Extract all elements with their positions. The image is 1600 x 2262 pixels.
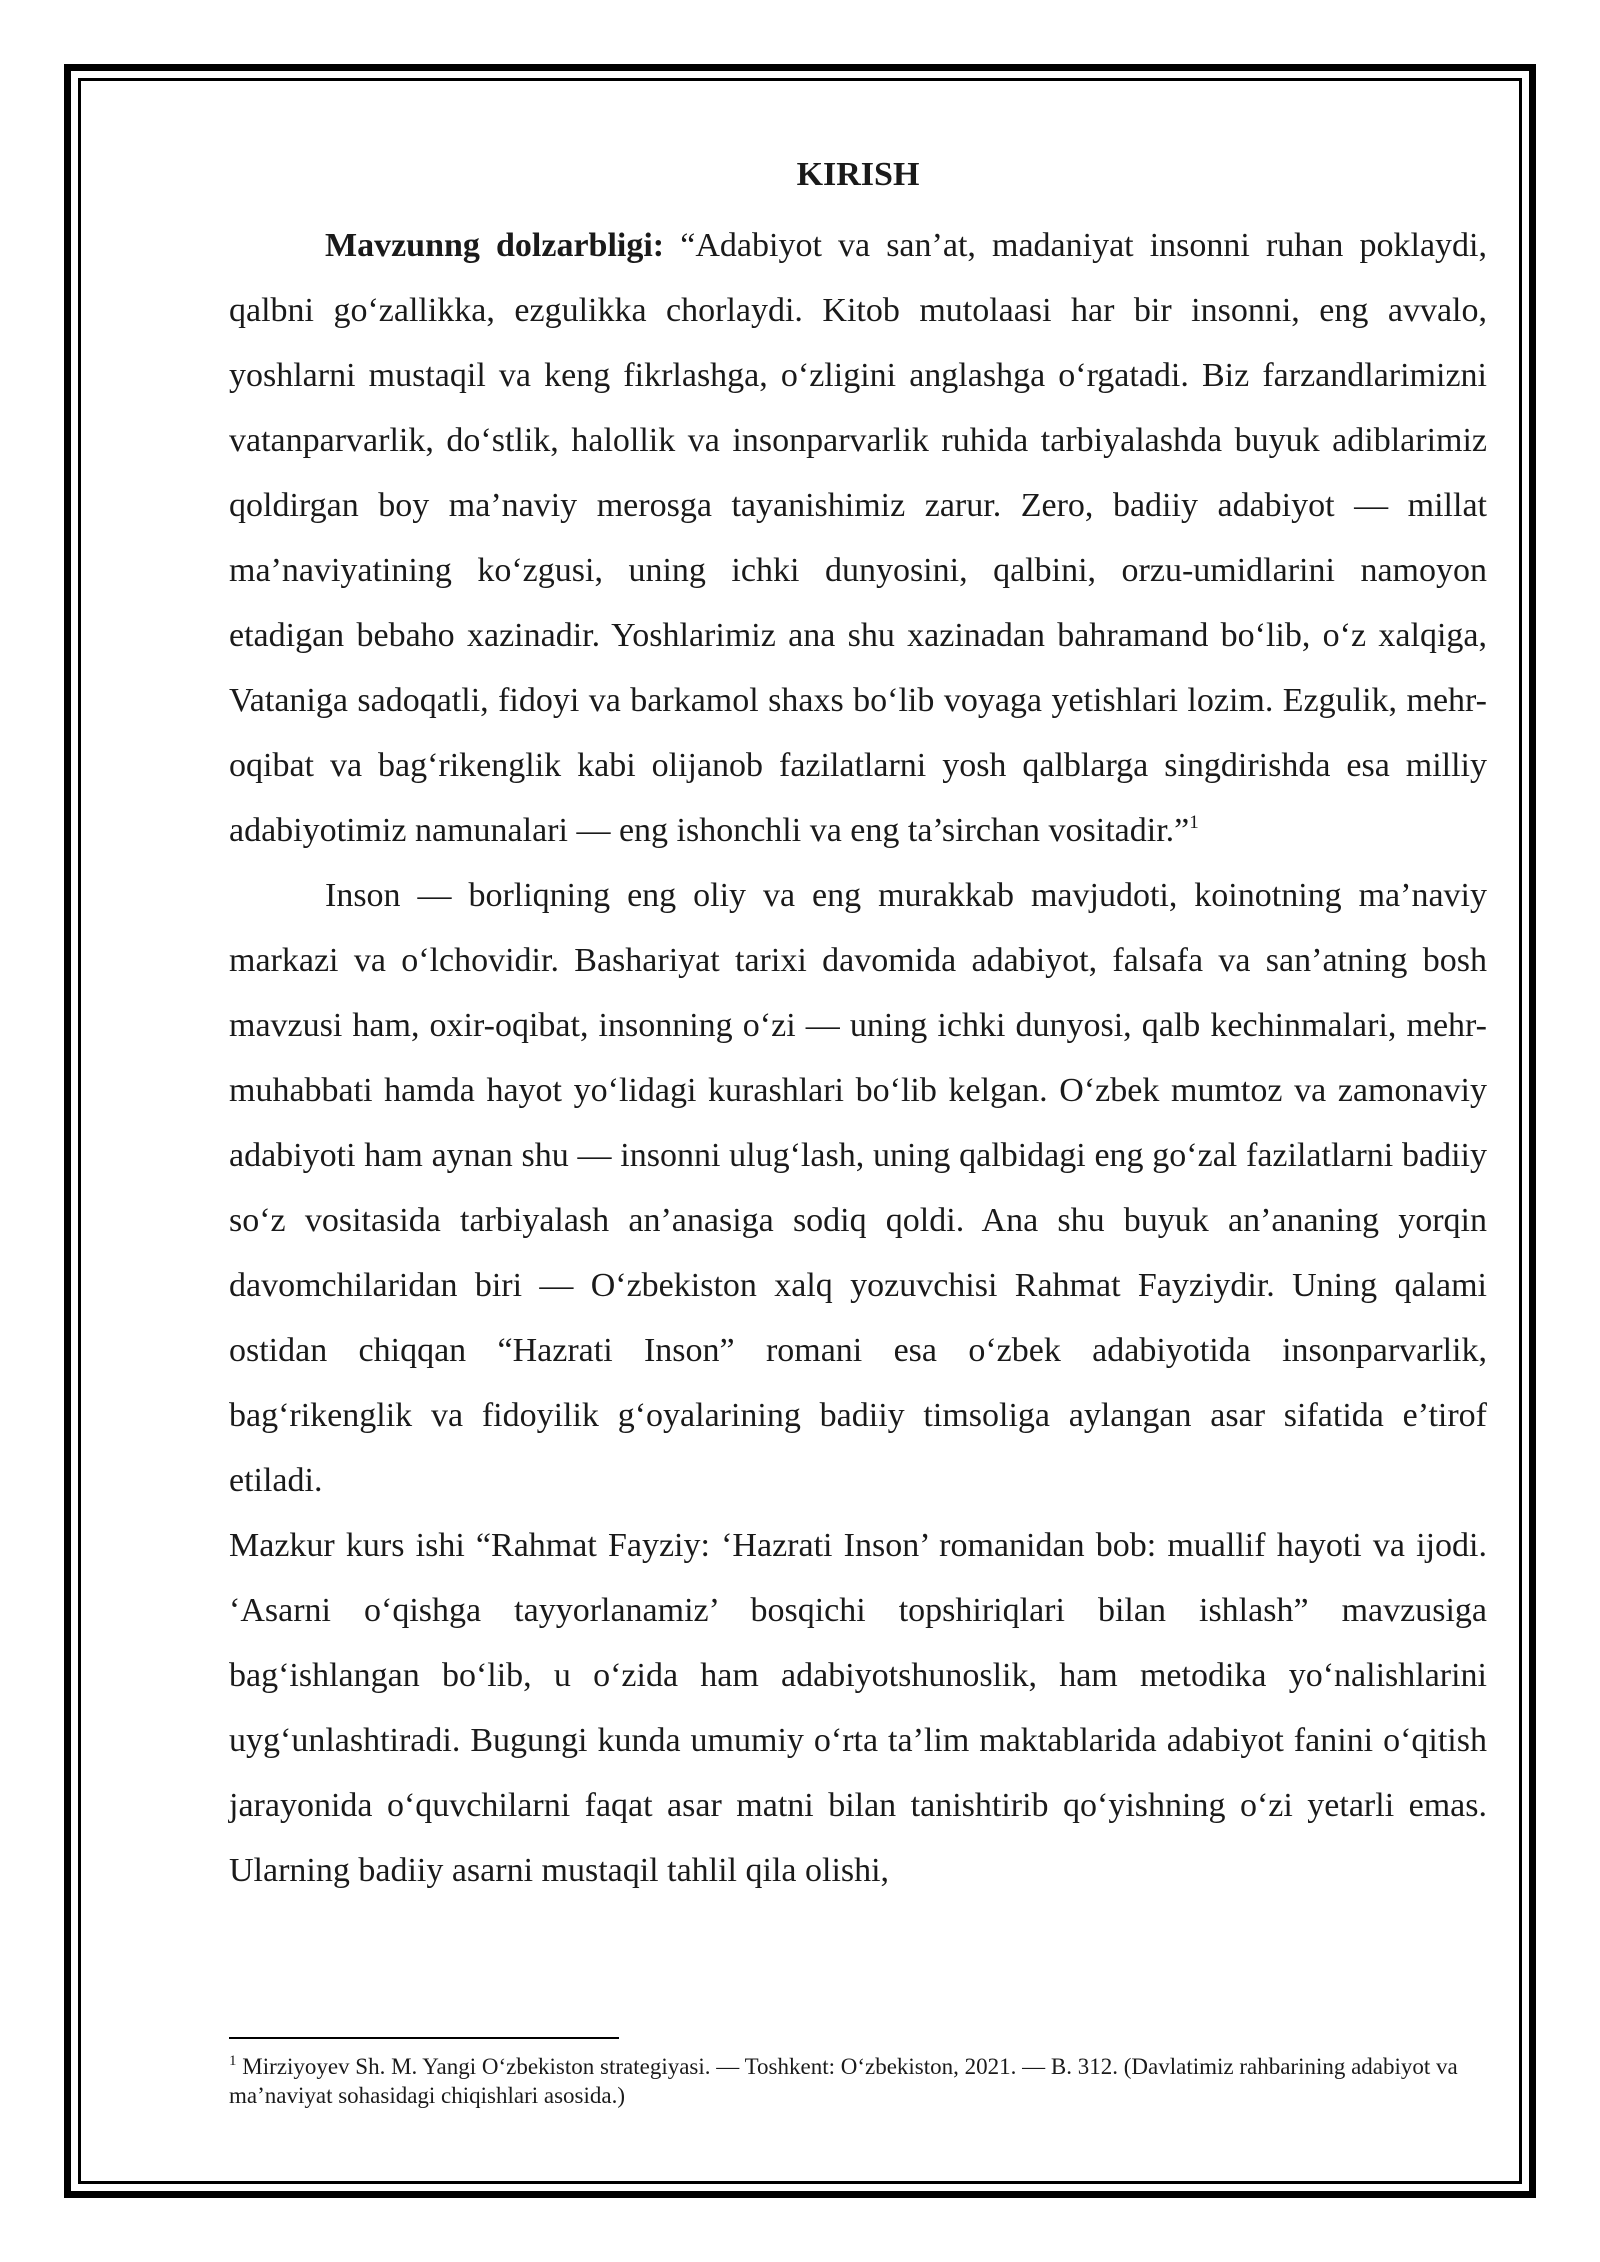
footnote — [229, 2052, 1487, 2110]
document-page — [229, 155, 1487, 1903]
footnote-reference[interactable]: 1 — [1189, 812, 1199, 833]
relevance-lead: Mavzunng dolzarbligi: — [325, 227, 665, 264]
footnote-number: 1 — [229, 2053, 237, 2069]
paragraph-course-work: Mazkur kurs ishi “Rahmat Fayziy: ‘Hazrati Inson’ romanidan bob: muallif hayoti va ijodi. ‘Asarni o‘qishga tayyorlanamiz’ bosqichi topshiriqlari bilan ishlash” mavzusiga bag‘ishlangan bo‘lib, u o‘zida ham adabiyotshunoslik, ham metodika yo‘nalishlarini uyg‘unlashtiradi. Bugungi kunda umumiy o‘rta ta’lim maktablarida adabiyot fanini o‘qitish jarayonida o‘quvchilarni faqat asar matni bilan tanishtirib qo‘yishning o‘zi yetarli emas. Ularning badiiy asarni mustaqil tahlil qila olishi, — [229, 1527, 1487, 1889]
paragraph-inson: Inson — borliqning eng oliy va eng murakkab mavjudoti, koinotning ma’naviy markazi va o‘lchovidir. Bashariyat tarixi davomida adabiyot, falsafa va san’atning bosh mavzusi ham, oxir-oqibat, insonning o‘zi — uning ichki dunyosi, qalb kechinmalari, mehr-muhabbati hamda hayot yo‘lidagi kurashlari bo‘lib kelgan. O‘zbek mumtoz va zamonaviy adabiyoti ham aynan shu — insonni ulug‘lash, uning qalbidagi eng go‘zal fazilatlarni badiiy so‘z vositasida tarbiyalash an’anasiga sodiq qoldi. Ana shu buyuk an’ananing yorqin davomchilaridan biri — O‘zbekiston xalq yozuvchisi Rahmat Fayziydir. Uning qalami ostidan chiqqan “Hazrati Inson” romani esa o‘zbek adabiyotida insonparvarlik, bag‘rikenglik va fidoyilik g‘oyalarining badiiy timsoliga aylangan asar sifatida e’tirof etiladi. — [229, 877, 1487, 1499]
relevance-quote: “Adabiyot va san’at, madaniyat insonni ruhan poklaydi, qalbni go‘zallikka, ezgulikka chorlaydi. Kitob mutolaasi har bir insonni, eng avvalo, yoshlarni mustaqil va keng fikrlashga, o‘zligini anglashga o‘rgatadi. Biz farzandlarimizni vatanparvarlik, do‘stlik, halollik va insonparvarlik ruhida tarbiyalashda buyuk adiblarimiz qoldirgan boy ma’naviy merosga tayanishimiz zarur. Zero, badiiy adabiyot — millat ma’naviyatining ko‘zgusi, uning ichki dunyosini, qalbini, orzu-umidlarini namoyon etadigan bebaho xazinadir. Yoshlarimiz ana shu xazinadan bahramand bo‘lib, o‘z xalqiga, Vataniga sadoqatli, fidoyi va barkamol shaxs bo‘lib voyaga yetishlari lozim. Ezgulik, mehr-oqibat va bag‘rikenglik kabi olijanob fazilatlarni yosh qalblarga singdirishda esa milliy adabiyotimiz namunalari — eng ishonchli va eng ta’sirchan vositadir.” — [229, 227, 1487, 849]
paragraph-relevance — [229, 213, 1487, 863]
footnote-text: Mirziyoyev Sh. M. Yangi O‘zbekiston strategiyasi. — Toshkent: O‘zbekiston, 2021. — B. 312. (Davlatimiz rahbarining adabiyot va ma’naviyat sohasidagi chiqishlari asosida.) — [229, 2054, 1458, 2108]
footnote-separator — [229, 2037, 619, 2039]
section-heading: KIRISH — [796, 156, 920, 193]
